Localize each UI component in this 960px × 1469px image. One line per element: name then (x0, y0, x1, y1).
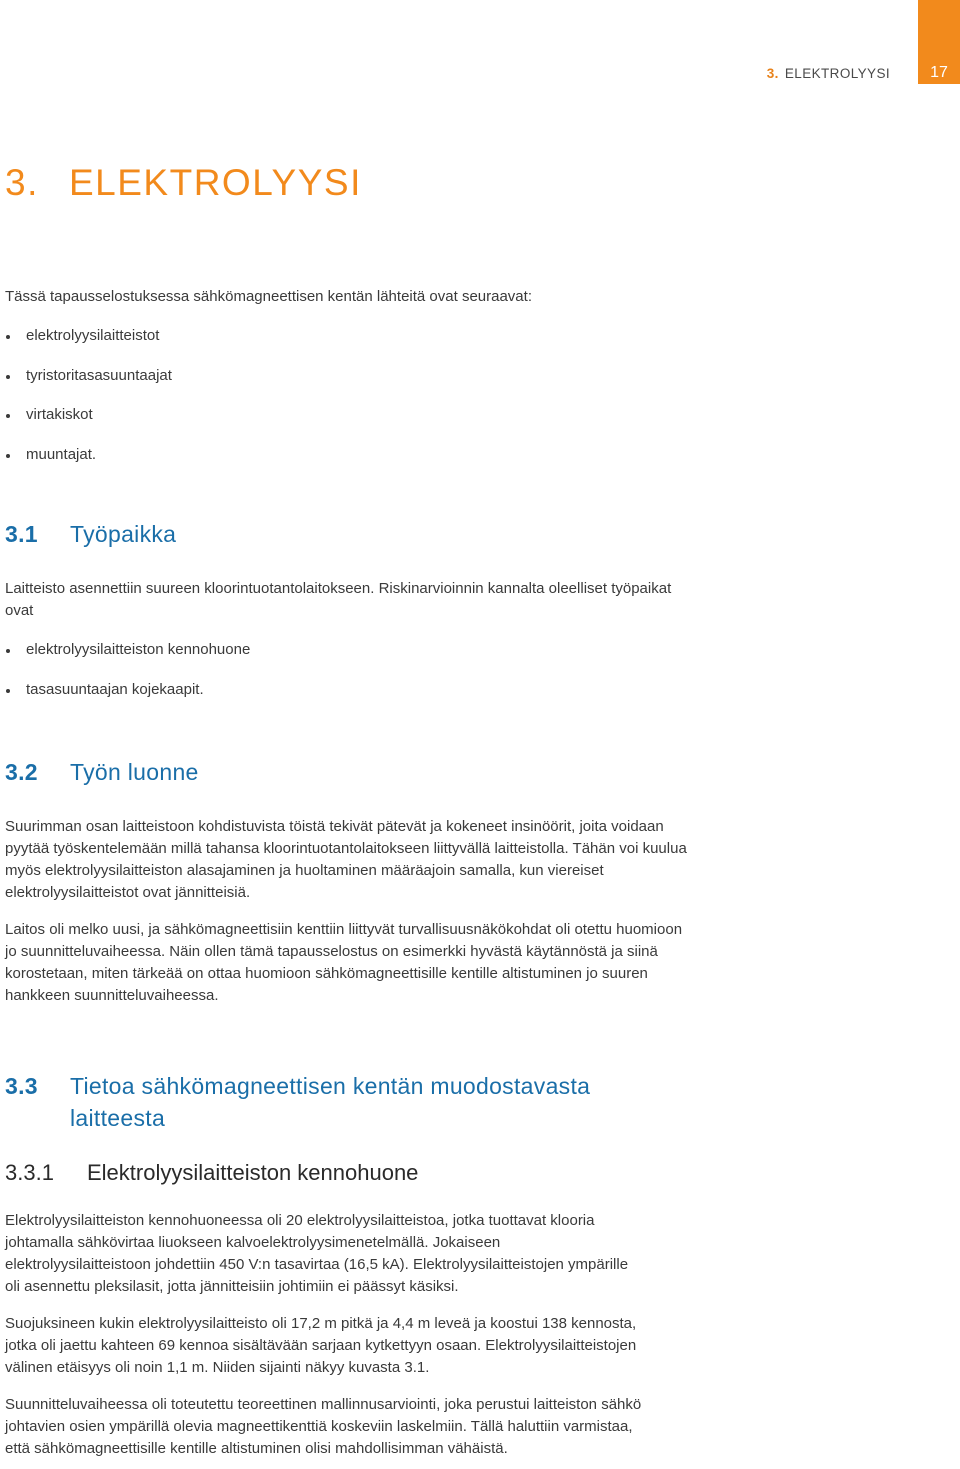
source-list (5, 325, 695, 466)
list-item: tasasuuntaajan kojekaapit. (5, 679, 695, 701)
list-item: elektrolyysilaitteistot (5, 325, 695, 347)
body-paragraph: Suunnitteluvaiheessa oli toteutettu teoreettinen mallinnusarviointi, joka perustui laitteiston sähkö johtavien osien ympärillä olevia magneettikenttiä koskeviin laskelmiin. Tällä haluttiin varmistaa, että sähkömagneettisille kentille altistuminen olisi mahdollisimman vähäistä. (5, 1396, 642, 1457)
workplace-list (5, 639, 695, 701)
body-paragraph: Laitteisto asennettiin suureen kloorintuotantolaitokseen. Riskinarvioinnin kannalta oleelliset työpaikat ovat (5, 580, 672, 619)
body-paragraph: Laitos oli melko uusi, ja sähkömagneettisiin kenttiin liittyvät turvallisuusnäkökohdat oli otettu huomioon jo suunnitteluvaiheessa. Näin ollen tämä tapausselostus on esimerkki hyvästä käytännöstä ja siinä korostetaan, miten tärkeää on ottaa huomioon sähkömagneettisille kentille altistuminen jo suuren hankkeen suunnitteluvaiheessa. (5, 921, 683, 1004)
section-number: 3.1 (5, 521, 38, 547)
chapter-intro (5, 286, 695, 483)
chapter-title-text: ELEKTROLYYSI (69, 162, 362, 203)
chapter-number: 3. (5, 162, 39, 203)
section-number: 3.3 (5, 1073, 38, 1099)
list-item: muuntajat. (5, 444, 695, 466)
running-header-number: 3. (766, 66, 779, 81)
section-title-line: Tietoa sähkömagneettisen kentän muodostavasta (70, 1073, 591, 1099)
intro-paragraph: Tässä tapausselostuksessa sähkömagneettisen kentän lähteitä ovat seuraavat: (5, 288, 532, 305)
section-heading-3-3 (5, 1070, 590, 1134)
section-title-line: laitteesta (70, 1105, 166, 1131)
section-heading-3-2 (5, 759, 199, 786)
page-number: 17 (930, 64, 948, 81)
subsection-title: Elektrolyysilaitteiston kennohuone (87, 1160, 419, 1185)
chapter-title (5, 162, 362, 204)
section-3-1-body (5, 578, 695, 718)
list-item: tyristoritasasuuntaajat (5, 365, 695, 387)
subsection-heading-3-3-1 (5, 1160, 418, 1186)
list-item: virtakiskot (5, 404, 695, 426)
body-paragraph: Suojuksineen kukin elektrolyysilaitteisto oli 17,2 m pitkä ja 4,4 m leveä ja koostui 138 kennosta, jotka oli jaettu kahteen 69 kennoa sisältävään sarjaan kytkettyyn osaan. Elektrolyysilaitteistojen välinen etäisyys oli noin 1,1 m. Niiden sijainti näkyy kuvasta 3.1. (5, 1315, 637, 1376)
page-number-tab (918, 0, 960, 84)
running-header-title: ELEKTROLYYSI (784, 66, 890, 81)
section-heading-3-1 (5, 521, 176, 548)
list-item: elektrolyysilaitteiston kennohuone (5, 639, 695, 661)
subsection-number: 3.3.1 (5, 1160, 54, 1185)
section-title: Työn luonne (70, 759, 199, 785)
section-number: 3.2 (5, 759, 38, 785)
section-title: Työpaikka (70, 521, 177, 547)
section-3-2-body (5, 816, 690, 1007)
section-3-3-1-body (5, 1210, 645, 1460)
running-header (767, 66, 890, 81)
body-paragraph: Elektrolyysilaitteiston kennohuoneessa oli 20 elektrolyysilaitteistoa, jotka tuottavat klooria johtamalla sähkövirtaa liuokseen kalvoelektrolyysimenetelmällä. Jokaiseen elektrolyysilaitteistoon johdettiin 450 V:n tasavirtaa (16,5 kA). Elektrolyysilaitteistojen ympärille oli asennettu pleksilasit, jotta jännitteisiin johtimiin ei päässyt käsiksi. (5, 1212, 629, 1295)
body-paragraph: Suurimman osan laitteistoon kohdistuvista töistä tekivät pätevät ja kokeneet insinöörit, joita voidaan pyytää työskentelemään millä tahansa kloorintuotantolaitokseen liittyvällä laitteistolla. Tähän voi kuulua myös elektrolyysilaitteiston alasajaminen ja huoltaminen määräajoin samalla, kun viereiset elektrolyysilaitteistot ovat jännitteisiä. (5, 818, 687, 901)
